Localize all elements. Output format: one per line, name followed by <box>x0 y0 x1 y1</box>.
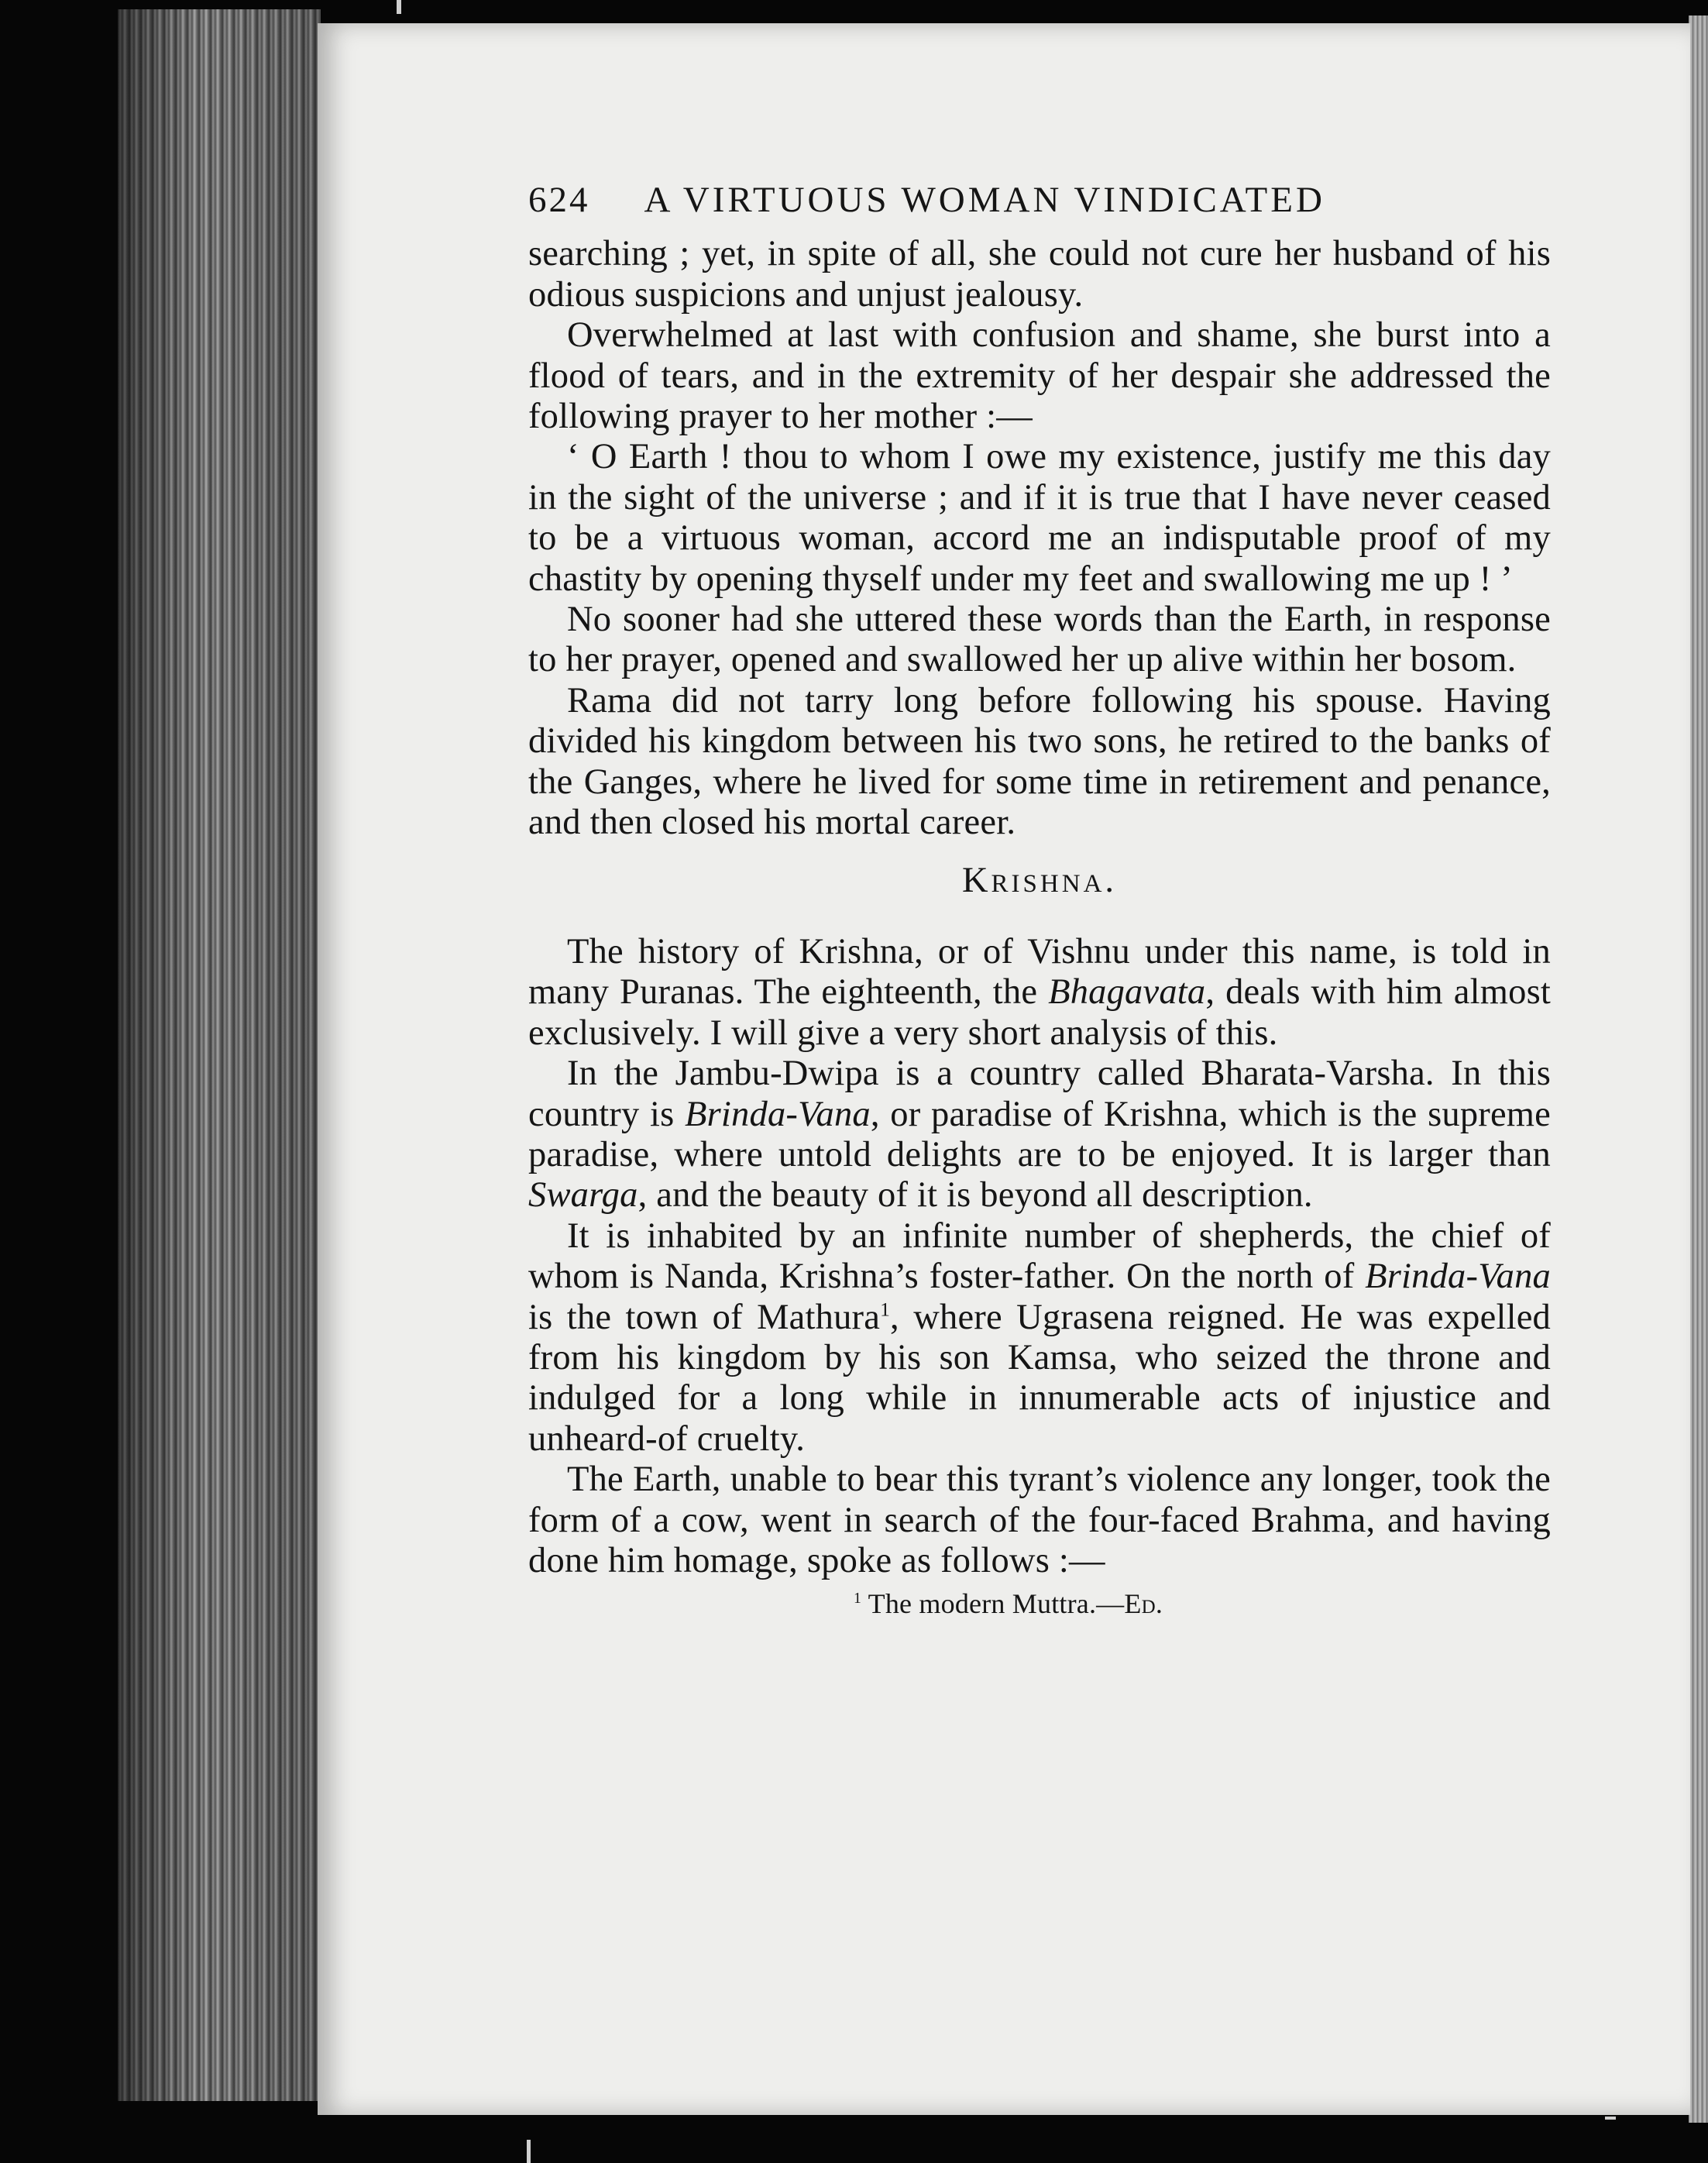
scan-speck <box>527 2140 531 2163</box>
footnote-marker: 1 <box>854 1590 862 1608</box>
inhabited-text-c: is the town of Mathura <box>528 1297 881 1337</box>
running-head <box>528 180 1551 220</box>
footnote-text: The modern Muttra.— <box>861 1588 1125 1620</box>
paragraph-prayer: ‘ O Earth ! thou to whom I owe my existence, justify me this day in the sight of the universe ; and if it is true that I have never ceased to be a virtuous woman, accord me an indisputable proof of my chastity by opening thyself under my feet and swallowing me up ! ’ <box>528 437 1551 599</box>
paragraph-inhabited <box>528 1216 1551 1460</box>
inhabited-text-d: , where Ugrasena reigned. He was expelled from his kingdom by his son Kamsa, who seized the throne and indulged for a long while in innumerable acts of injustice and unheard-of cruelty. <box>528 1297 1551 1459</box>
jambu-text-c: , or paradise of Krishna, which is the supreme paradise, where untold delights are to be enjoyed. It is larger than <box>528 1094 1551 1174</box>
book-right-edge <box>1689 15 1708 2123</box>
paragraph-rama: Rama did not tarry long before following his spouse. Having divided his kingdom between his two sons, he retired to the banks of the Ganges, where he lived for some time in retirement and penance, and then closed his mortal career. <box>528 680 1551 843</box>
inhabited-text-a: It is inhabited by an infinite number of shepherds, the chief of whom is Nanda, Krishna’s foster-father. On the north of <box>528 1216 1551 1297</box>
inhabited-text-brinda-vana: Brinda-Vana <box>1365 1257 1551 1297</box>
paragraph-jambu <box>528 1054 1551 1216</box>
paragraph-history <box>528 932 1551 1054</box>
paragraph-searching: searching ; yet, in spite of all, she could not cure her husband of his odious suspicions and unjust jealousy. <box>528 234 1551 315</box>
book-edge-shadow <box>118 9 321 2101</box>
jambu-text-brinda-vana: Brinda-Vana <box>685 1094 871 1134</box>
jambu-text-a: In the Jambu-Dwipa is a country called Bharata-Varsha. In this country is <box>528 1054 1551 1134</box>
jambu-text-e: , and the beauty of it is beyond all description. <box>637 1175 1313 1216</box>
paragraph-overwhelmed: Overwhelmed at last with confusion and shame, she burst into a flood of tears, and in the extremity of her despair she addressed the following prayer to her mother :— <box>528 315 1551 437</box>
paragraph-no-sooner: No sooner had she uttered these words than the Earth, in response to her prayer, opened and swallowed her up alive within her bosom. <box>528 600 1551 680</box>
footnote-editor-mark: Ed. <box>1124 1588 1163 1620</box>
paragraph-earth: The Earth, unable to bear this tyrant’s violence any longer, took the form of a cow, went in search of the four-faced Brahma, and having done him homage, spoke as follows :— <box>528 1460 1551 1580</box>
page-number: 624 <box>528 180 590 220</box>
scan-speck <box>1605 2117 1616 2120</box>
history-text-c: , deals with him almost exclusively. I will give a very short analysis of this. <box>528 972 1551 1053</box>
footnote <box>528 1587 1551 1620</box>
footnote-reference: 1 <box>880 1298 891 1321</box>
section-heading: Krishna. <box>961 860 1118 900</box>
history-text-a: The history of Krishna, or of Vishnu under this name, is told in many Puranas. The eighteenth, the <box>528 931 1551 1013</box>
scan-speck <box>397 0 401 14</box>
history-text-bhagavata: Bhagavata <box>1048 972 1206 1013</box>
jambu-text-swarga: Swarga <box>528 1175 638 1216</box>
running-title: A VIRTUOUS WOMAN VINDICATED <box>644 180 1325 220</box>
page-text <box>528 180 1551 1620</box>
